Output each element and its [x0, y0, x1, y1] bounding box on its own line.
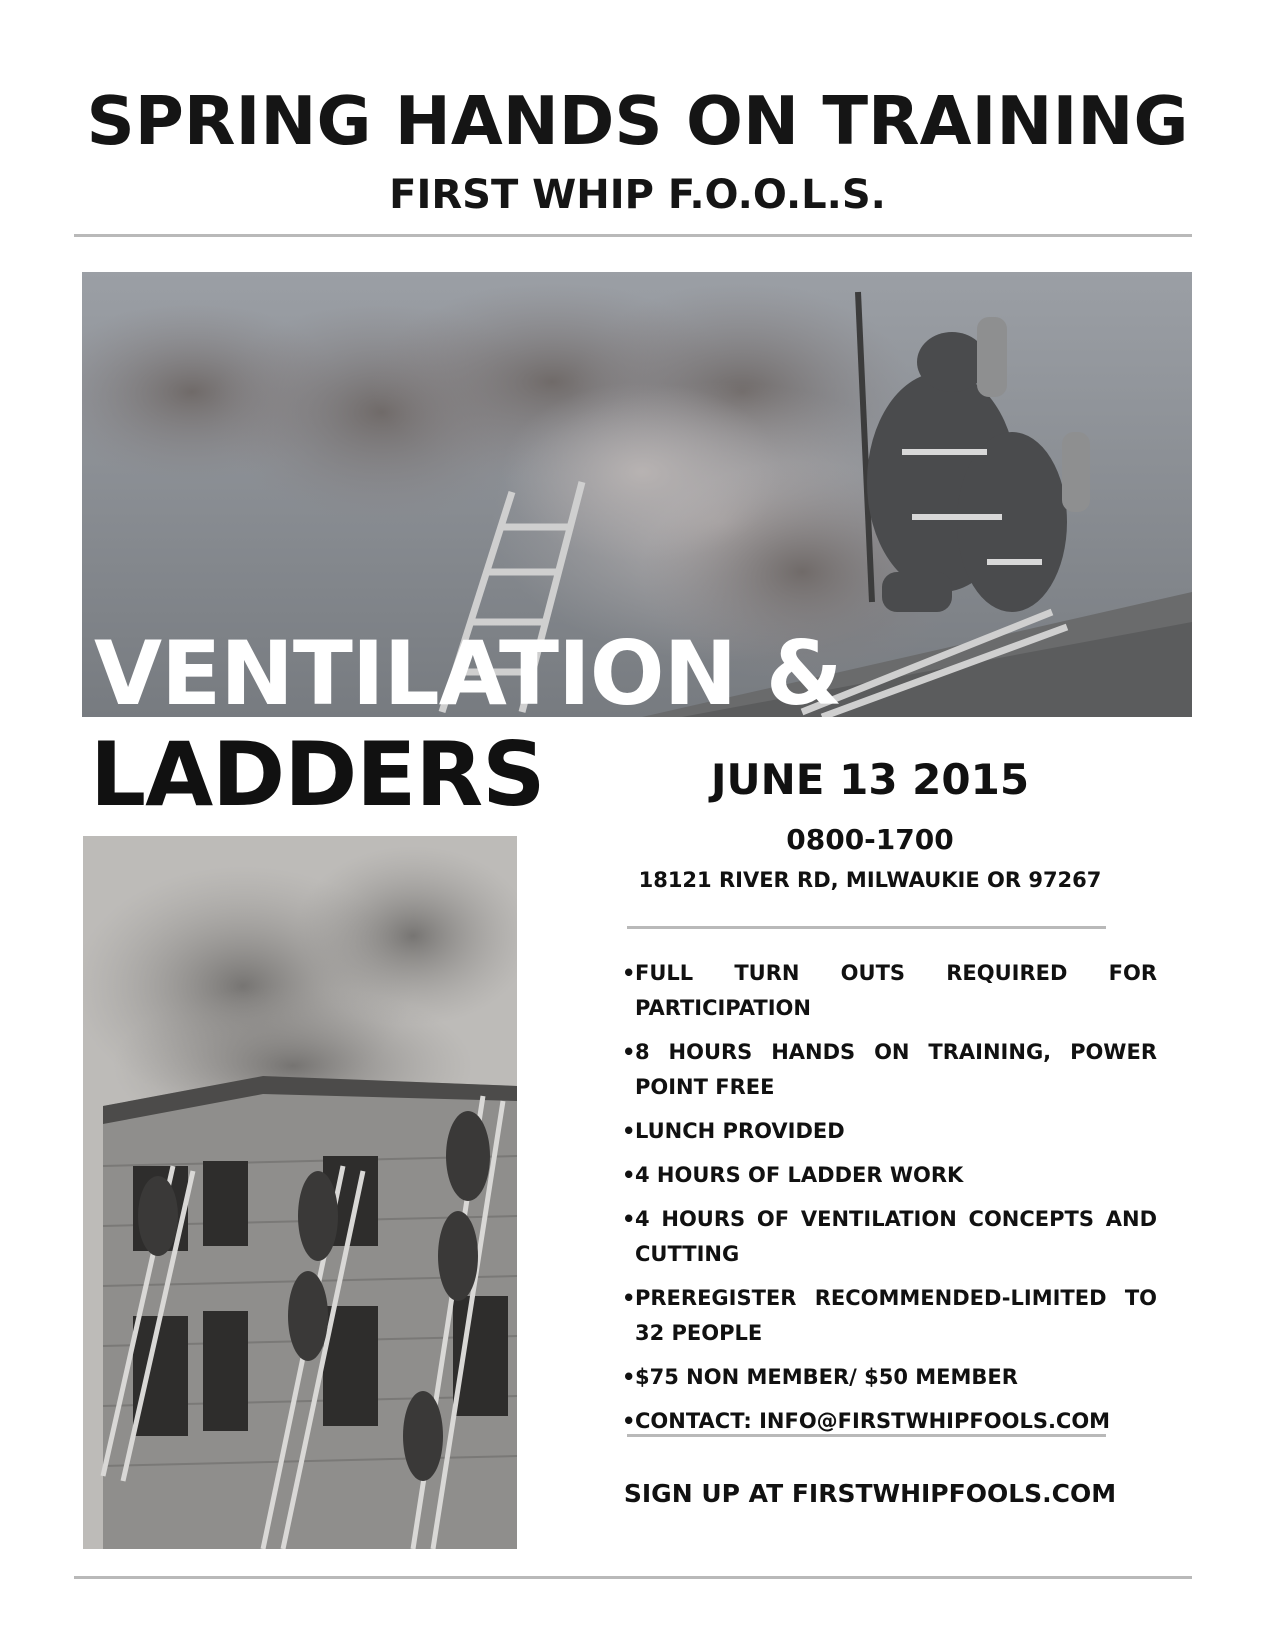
bullet-icon: •	[622, 1409, 636, 1433]
bottom-divider	[74, 1576, 1192, 1579]
event-time: 0800-1700	[786, 823, 954, 856]
list-item: •PREREGISTER RECOMMENDED-LIMITED TO 32 PEOPLE	[622, 1281, 1157, 1351]
list-item: •$75 NON MEMBER/ $50 MEMBER	[622, 1360, 1157, 1395]
bullet-icon: •	[622, 961, 636, 985]
event-title-line1: VENTILATION &	[94, 622, 842, 725]
details-top-divider	[627, 926, 1106, 929]
list-item: •8 HOURS HANDS ON TRAINING, POWER POINT FREE	[622, 1035, 1157, 1105]
bullet-icon: •	[622, 1365, 636, 1389]
bullet-icon: •	[622, 1286, 636, 1310]
bullet-icon: •	[622, 1040, 636, 1064]
flyer-subtitle: FIRST WHIP F.O.O.L.S.	[389, 172, 886, 218]
list-item: •4 HOURS OF LADDER WORK	[622, 1158, 1157, 1193]
bullet-icon: •	[622, 1163, 636, 1187]
bullet-icon: •	[622, 1119, 636, 1143]
signup-text: SIGN UP AT FIRSTWHIPFOOLS.COM	[623, 1479, 1117, 1508]
event-date: JUNE 13 2015	[710, 755, 1030, 804]
details-bottom-divider	[627, 1434, 1106, 1437]
list-item: •LUNCH PROVIDED	[622, 1114, 1157, 1149]
flyer-title: SPRING HANDS ON TRAINING	[86, 82, 1189, 160]
details-list	[622, 956, 1157, 1448]
event-title-line2: LADDERS	[90, 723, 545, 826]
event-address: 18121 RIVER RD, MILWAUKIE OR 97267	[638, 868, 1102, 892]
list-item: •CONTACT: INFO@FIRSTWHIPFOOLS.COM	[622, 1404, 1157, 1439]
top-divider	[74, 234, 1192, 237]
list-item: •FULL TURN OUTS REQUIRED FOR PARTICIPATION	[622, 956, 1157, 1026]
list-item: •4 HOURS OF VENTILATION CONCEPTS AND CUTTING	[622, 1202, 1157, 1272]
bullet-icon: •	[622, 1207, 636, 1231]
building-ladders-photo	[83, 836, 517, 1549]
